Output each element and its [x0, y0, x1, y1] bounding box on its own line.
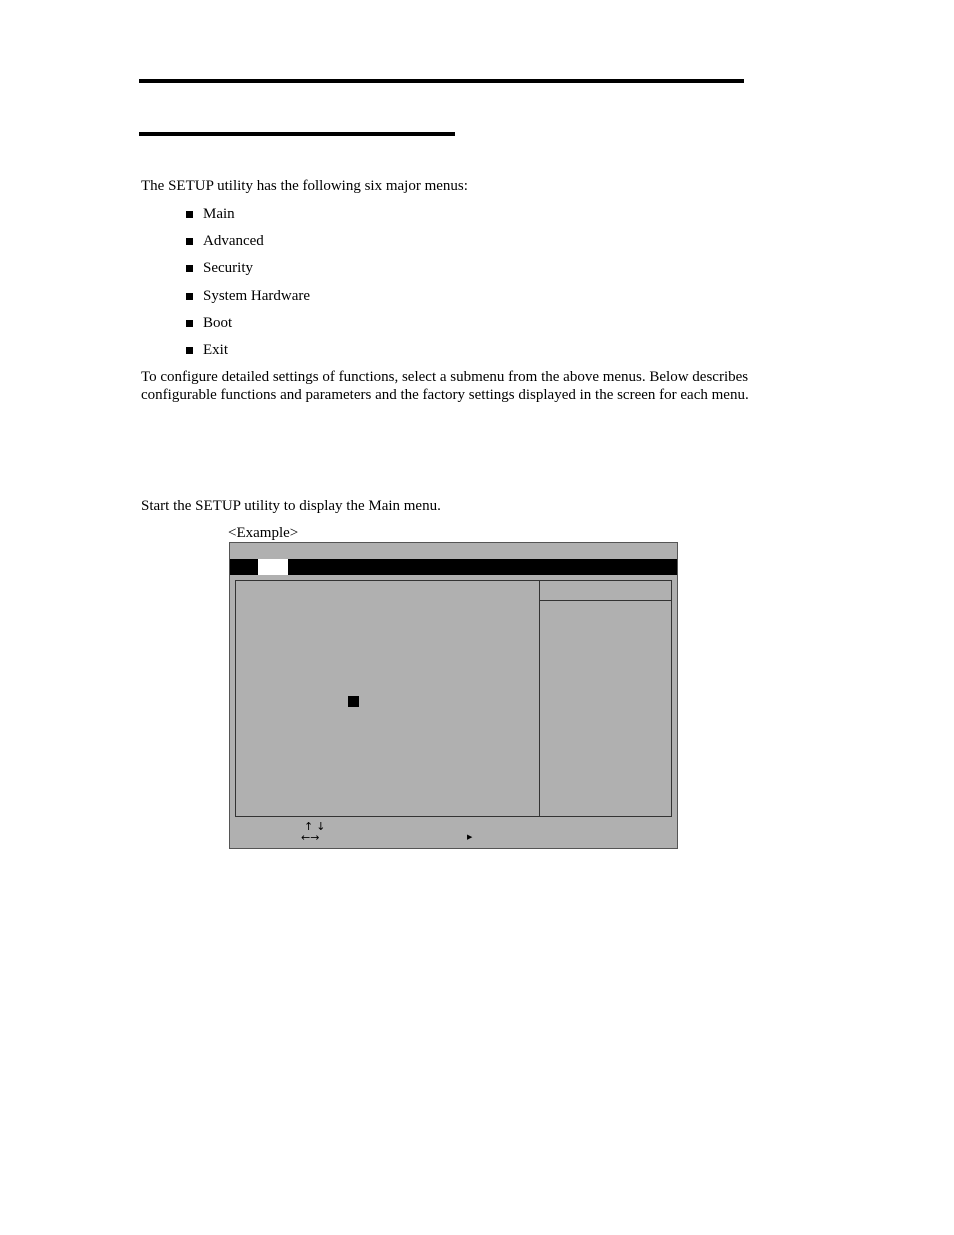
bios-menu-bar	[230, 559, 677, 575]
example-label: <Example>	[228, 525, 299, 541]
square-bullet-icon	[186, 347, 193, 354]
square-bullet-icon	[186, 320, 193, 327]
bios-settings-panel	[235, 580, 672, 817]
list-item: Advanced	[186, 232, 310, 259]
intro-text: The SETUP utility has the following six major menus:	[141, 178, 468, 194]
list-item: Exit	[186, 341, 310, 368]
up-down-arrows-icon: ↑↓	[304, 820, 329, 833]
bios-help-panel	[539, 581, 672, 816]
square-bullet-icon	[186, 265, 193, 272]
list-item: Boot	[186, 314, 310, 341]
bios-tab-main	[258, 559, 288, 575]
square-bullet-icon	[186, 238, 193, 245]
section-rule	[139, 79, 744, 83]
triangle-right-icon: ▶	[467, 833, 473, 841]
menu-list	[186, 205, 310, 368]
square-bullet-icon	[186, 293, 193, 300]
bios-setup-screen-figure	[229, 542, 678, 849]
left-right-arrows-icon: ←→	[301, 831, 320, 844]
subsection-rule	[139, 132, 455, 136]
bios-help-header-divider	[540, 600, 672, 601]
square-bullet-icon	[186, 211, 193, 218]
list-item: Main	[186, 205, 310, 232]
bios-cursor-block	[348, 696, 359, 707]
main-menu-intro: Start the SETUP utility to display the Main menu.	[141, 498, 441, 514]
description-paragraph: To configure detailed settings of functions, select a submenu from the above menus. Below describes configurable functions and parameters and the factory settings displayed in the screen for each menu.	[141, 369, 749, 403]
list-item: Security	[186, 259, 310, 286]
bios-key-legend	[230, 819, 677, 849]
list-item: System Hardware	[186, 287, 310, 314]
